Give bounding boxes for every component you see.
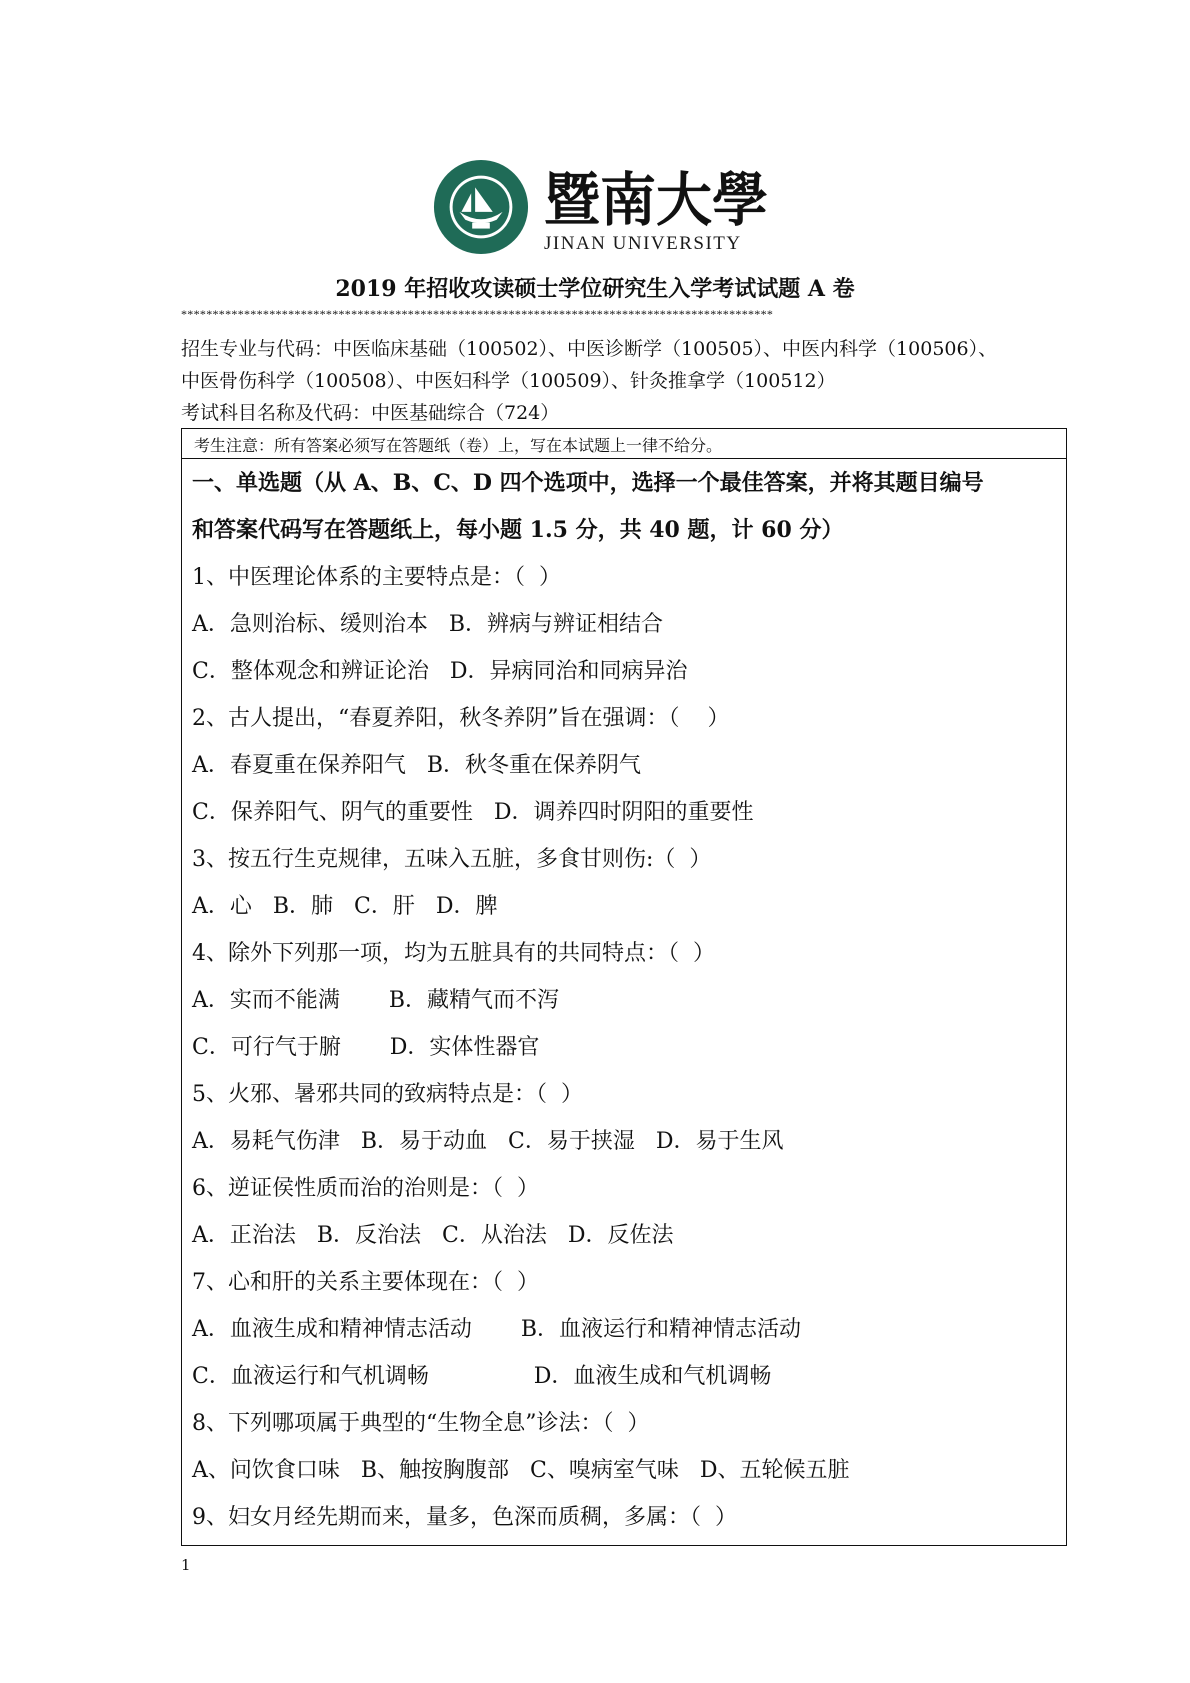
question-4-options-ab: A．实而不能满 B．藏精气而不泻	[192, 988, 560, 1013]
separator-line: **********************************************************************************************	[181, 309, 774, 319]
university-chinese-wordmark	[544, 166, 768, 228]
page-number: 1	[181, 1556, 191, 1574]
question-3-options: A．心 B．肺 C．肝 D．脾	[192, 894, 498, 919]
question-2-options-ab: A．春夏重在保养阳气 B．秋冬重在保养阴气	[192, 753, 642, 778]
candidate-notice-text: 考生注意：所有答案必须写在答题纸（卷）上，写在本试题上一律不给分。	[194, 436, 723, 455]
question-1-options-cd: C．整体观念和辨证论治 D．异病同治和同病异治	[192, 659, 688, 684]
major-codes-line-1: 招生专业与代码：中医临床基础（100502）、中医诊断学（100505）、中医内科学（100506）、	[181, 338, 998, 360]
exam-title: 2019 年招收攻读硕士学位研究生入学考试试题 A 卷	[335, 276, 855, 302]
question-1-stem: 1、中医理论体系的主要特点是：（ ）	[192, 565, 561, 590]
question-6-options: A．正治法 B．反治法 C．从治法 D．反佐法	[192, 1223, 674, 1248]
svg-text:暨南大學: 暨南大學	[544, 166, 768, 228]
question-8-options: A、问饮食口味 B、触按胸腹部 C、嗅病室气味 D、五轮候五脏	[192, 1458, 850, 1483]
university-seal-icon	[432, 158, 530, 256]
question-5-options: A．易耗气伤津 B．易于动血 C．易于挟湿 D．易于生风	[192, 1129, 784, 1154]
question-2-stem: 2、古人提出，“春夏养阳，秋冬养阴”旨在强调：（ ）	[192, 706, 730, 731]
question-7-stem: 7、心和肝的关系主要体现在：（ ）	[192, 1270, 539, 1295]
question-8-stem: 8、下列哪项属于典型的“生物全息”诊法：（ ）	[192, 1411, 650, 1436]
question-9-stem: 9、妇女月经先期而来，量多，色深而质稠，多属：（ ）	[192, 1505, 737, 1530]
exam-subject-line: 考试科目名称及代码：中医基础综合（724）	[181, 402, 560, 424]
major-codes-line-2: 中医骨伤科学（100508）、中医妇科学（100509）、针灸推拿学（100512）	[181, 370, 836, 392]
section-heading-line-2: 和答案代码写在答题纸上，每小题 1.5 分，共 40 题，计 60 分）	[192, 517, 844, 543]
university-english-name: JINAN UNIVERSITY	[544, 233, 742, 254]
question-4-stem: 4、除外下列那一项，均为五脏具有的共同特点：（ ）	[192, 941, 715, 966]
question-7-options-ab: A．血液生成和精神情志活动 B．血液运行和精神情志活动	[192, 1317, 802, 1342]
university-logo	[432, 158, 772, 258]
question-6-stem: 6、逆证侯性质而治的治则是：（ ）	[192, 1176, 539, 1201]
question-1-options-ab: A．急则治标、缓则治本 B．辨病与辨证相结合	[192, 612, 664, 637]
question-3-stem: 3、按五行生克规律，五味入五脏，多食甘则伤:（ ）	[192, 847, 712, 872]
question-5-stem: 5、火邪、暑邪共同的致病特点是：（ ）	[192, 1082, 583, 1107]
question-2-options-cd: C．保养阳气、阴气的重要性 D．调养四时阴阳的重要性	[192, 800, 754, 825]
candidate-notice	[182, 429, 1066, 459]
question-7-options-cd: C．血液运行和气机调畅 D．血液生成和气机调畅	[192, 1364, 772, 1389]
section-heading-line-1: 一、单选题（从 A、B、C、D 四个选项中，选择一个最佳答案，并将其题目编号	[192, 470, 984, 496]
question-4-options-cd: C．可行气于腑 D．实体性器官	[192, 1035, 540, 1060]
